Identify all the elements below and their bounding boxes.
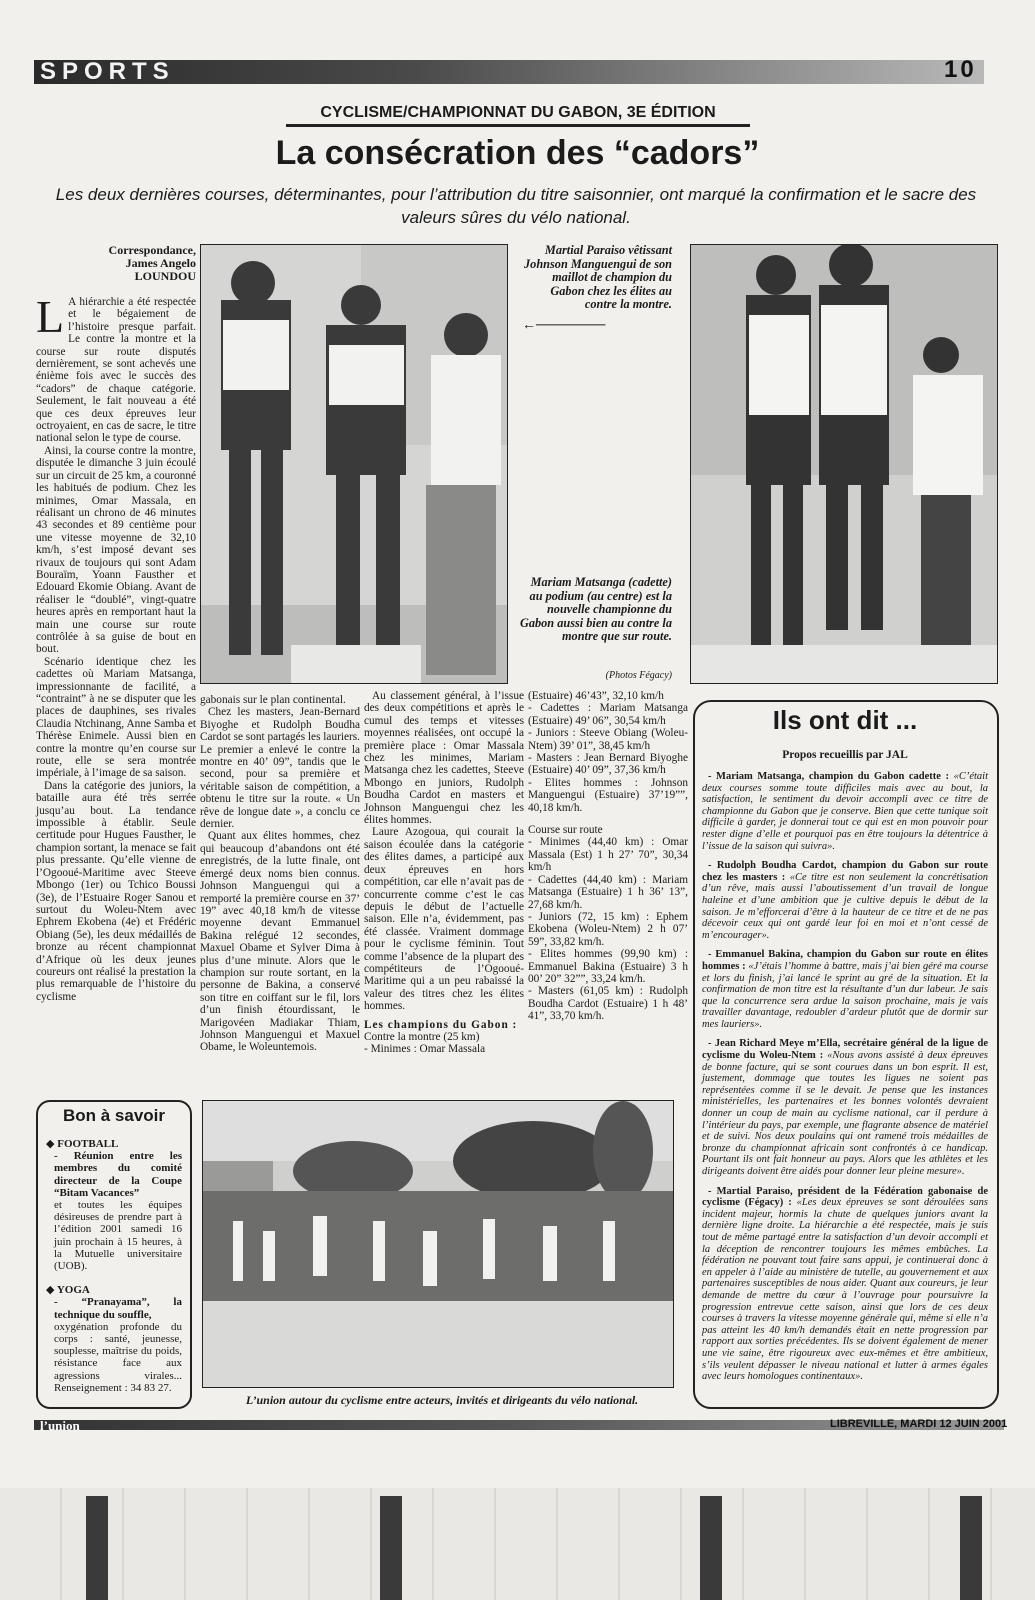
results-line: - Minimes : Omar Massala (364, 1043, 486, 1056)
photo-caption-2: Mariam Matsanga (cadette) au podium (au centre) est la nouvelle championne du Gabon aussi bien au contre la montre que sur route. (519, 575, 672, 644)
photo-caption-3: L’union autour du cyclisme entre acteurs, invités et dirigeants du vélo national. (245, 1393, 639, 1407)
quote-text: «J’étais l’homme à battre, mais j’ai bien géré ma course et lors du finish, j’ai lancé le sprint au gré de la situation. Et la confirmation de mon titre est la résultante d’un dur labeur. Je sais que la concurrence sera ardue la saison prochaine, mais je vais travailler davantage, redoubler d’ardeur plutôt que de dormir sur mes lauriers». (702, 960, 989, 1030)
kicker: CYCLISME/CHAMPIONNAT DU GABON, 3E ÉDITION (320, 104, 716, 121)
quote-item (702, 1038, 988, 1177)
scan-margin (0, 1488, 1035, 1600)
paragraph: Au classement général, à l’issue des deux compétitions et après le cumul des temps et vitesses moyennes réalisées, ont occupé la première place : Omar Massala chez les minimes, Mariam Matsanga chez les cadettes, Steeve Mbongo en juniors, Rudolph Boudha Cardot en masters et Johnson Manguengui chez les élites hommes. (364, 690, 524, 827)
scan-bar (380, 1496, 402, 1600)
results-line: - Juniors : Steeve Obiang (Woleu-Ntem) 39’ 01”, 38,45 km/h (528, 727, 688, 752)
scan-bar (960, 1496, 982, 1600)
quotes-subtitle: Propos recueillis par JAL (782, 749, 908, 761)
kicker-rule (286, 124, 750, 127)
newspaper-name: l’union (40, 1418, 80, 1433)
results-line: - Minimes (44,40 km) : Omar Massala (Est) 1 h 27’ 70”, 30,34 km/h (528, 836, 688, 874)
info-lead: - Réunion entre les membres du comité directeur de la Coupe “Bitam Vacances” (54, 1150, 182, 1199)
paragraph: Dans la catégorie des juniors, la bataille aura été très serrée jusqu’au bout. La tendance impossible à établir. Seule certitude pour Hugues Fausther, le champion sortant, la menace se fait plus pressante. Qu’elle vienne de l’Ogooué-Maritime avec Steeve Mbongo (1er) ou Tchico Boussi (3e), de l’Estuaire Roger Sanou et surtout du Woleu-Ntem avec Ephrem Ekobena (4e) et Frédéric Obiang (5e), les deux médaillés de bronze au récent championnat d’Afrique où les deux jeunes coureurs ont réalisé la prestation la plus remarquable de l’histoire du cyclisme (36, 779, 196, 1003)
info-section (46, 1138, 182, 1150)
quote-text: «Les deux épreuves se sont déroulées sans incident majeur, hormis la chute de quelques juniors avant la dernière ligne droite. La hiérarchie a été respectée, mais je suis tout de même partagé entre la satisfaction d’un devoir accompli et la déception de rencontrer toujours les mêmes embûches. La fédération ne pouvant tout faire sans appui, je continuerai donc à en appeler à l’aide au ministère de tutelle, au gouvernement et aux partenaires susceptibles de nous aider. Quant aux coureurs, je leur demande de mettre du cœur à l’ouvrage pour poursuivre la progression entrevue cette saison, ainsi que lors de ces deux courses à travers la vitesse moyenne générale qui, même si elle n’a pas atteint les 40 km/h demandés était en nette progression par rapport aux sorties précédentes. Ils se doivent également de mener une vie saine, être rigoureux avec eux-mêmes et être ambitieux, s’ils veulent dépasser le niveau national et lutter à armes égales avec leurs homologues continentaux». (702, 1197, 989, 1383)
paragraph: Laure Azogoua, qui courait la saison écoulée dans la catégorie des élites dames, a participé aux deux épreuves en hors compétition, car elle n’avait pas de concurrente comme c’est le cas depuis le début de l’actuelle saison. Elle n’a, évidemment, pas été classée. Vraiment dommage pour le cyclisme féminin. Tout comme l’absence de la plupart des compétiteurs de l’Ogooué-Maritime qui a un peu rabaissé la valeur des titres chez les élites hommes. (364, 826, 524, 1013)
dateline: LIBREVILLE, MARDI 12 JUIN 2001 (830, 1418, 1008, 1430)
section-label: SPORTS (40, 58, 175, 85)
quote-item (702, 1186, 988, 1383)
quote-item (702, 949, 988, 1030)
byline-line: Correspondance, (108, 243, 196, 257)
quote-speaker: - Mariam Matsanga, champion du Gabon cadette : (708, 771, 950, 782)
results-line: Course sur route (528, 824, 603, 837)
paragraph: Scénario identique chez les cadettes où Mariam Matsanga, impressionnante de facilité, a “contraint” à ne se disputer que les places de dauphines, ses rivales Claudia Ntchinang, Anne Samba et Thérèse Enimele. Aussi bien en contre la montre qu’en course sur route, elle se sera montrée impériale, à l’image de sa saison. (36, 655, 196, 780)
quote-text: «C’était deux courses somme toute difficiles mais avec au bout, la satisfaction, le sentiment du devoir accompli avec ce titre de championne du Gabon que je conserve. Bien que cette tunique soit difficile à garder, je donnerai tout ce qui est en mon pouvoir pour rester digne d’elle et pourquoi pas en être toujours la détentrice à l’issue de la saison qui suivra». (702, 771, 988, 852)
quote-speaker: - Rudolph Boudha Cardot, champion du Gabon sur route chez les masters : (702, 860, 988, 883)
quote-item (702, 771, 988, 852)
paragraph: A hiérarchie a été respectée et le bégaiement de l’histoire presque parfait. Le contre la montre et la course sur route disputés dernièrement, se sont achevés une énième fois avec le succès des “cadors” de chaque catégorie. Seulement, le fait nouveau a été que ces deux épreuves leur octroyaient, en cas de sacre, le titre national selon le type de course. (36, 296, 196, 445)
results-line: Contre la montre (25 km) (364, 1030, 480, 1043)
results-line: - Juniors (72, 15 km) : Ephem Ekobena (Woleu-Ntem) 2 h 07’ 59”, 33,82 km/h. (528, 910, 688, 948)
results-line: - Elites hommes (99,90 km) : Emmanuel Bakina (Estuaire) 3 h 00’ 20” 32””, 33,24 km/h. (528, 948, 688, 985)
results-line: - Cadettes : Mariam Matsanga (Estuaire) 49’ 06”, 30,54 km/h (528, 702, 688, 727)
photo-group (202, 1100, 674, 1388)
paragraph: gabonais sur le plan continental. (200, 694, 346, 706)
drop-cap: L (36, 291, 65, 342)
photo-credit: (Photos Fégacy) (605, 670, 672, 681)
page-number: 10 (944, 56, 977, 83)
quotes-title: Ils ont dit ... (772, 705, 918, 735)
info-box-title: Bon à savoir (62, 1106, 166, 1125)
photo-caption-1: Martial Paraiso vêtissant Johnson Manguengui de son maillot de champion du Gabon chez les élites au contre la montre. (524, 243, 672, 312)
info-section (46, 1284, 182, 1296)
quote-speaker: - Emmanuel Bakina, champion du Gabon sur route en élites hommes : (702, 949, 988, 972)
quote-speaker: - Martial Paraiso, président de la Fédération gabonaise de cyclisme (Fégacy) : (702, 1185, 988, 1209)
diamond-bullet-icon: ◆ (46, 1284, 57, 1297)
article-column-1 (36, 291, 196, 1003)
standfirst: Les deux dernières courses, déterminantes, pour l’attribution du titre saisonnier, ont marqué la confirmation et le sacre des valeurs sûres du vélo national. (55, 185, 977, 227)
quote-text: «Nous avons assisté à deux épreuves de bonne facture, qui se sont courues dans un bon esprit. Il est, justement, dommage que toutes les ligues ne soient pas représentées comme il se le devait. Je pense que les instances ministérielles, les partenaires et les bonnes volontés devraient donner un coup de main au cyclisme national, car il perdure à l’intérieur du pays, par exemple, une flagrante absence de matériel et de suivi. Nos deux poulains qui ont ramené trois médailles de bronze du championnat africain sont confrontés à ce handicap. Pourtant ils ont fait honneur au pays. Alors que les athlètes et les dirigeants doivent être aidés pour donner leur pleine mesure». (702, 1050, 988, 1177)
results-line: - Masters : Jean Bernard Biyoghe (Estuaire) 40’ 09”, 37,36 km/h (528, 752, 688, 777)
info-section-head: FOOTBALL (57, 1138, 119, 1150)
photo-jersey-ceremony (200, 244, 508, 684)
article-column-3 (364, 690, 524, 1056)
scan-bar (700, 1496, 722, 1600)
quote-speaker: - Jean Richard Meye m’Ella, secrétaire général de la ligue de cyclisme du Woleu-Ntem : (702, 1038, 988, 1062)
paragraph: Quant aux élites hommes, chez qui beaucoup d’abandons ont été enregistrés, de la lutte finale, ont émergé deux noms bien connus. Johnson Manguengui qui a remporté la première course en 37’ 19” avec 40,18 km/h de vitesse moyenne devant Emmanuel Bakina relégué 12 secondes, Maxuel Obame et Sylver Dima à plus d’une minute. Alors que le champion sur route sortant, en la personne de Bakina, a conservé son titre en coiffant sur le fil, lors d’un finish étourdissant, le Marigovéen Madiakar Thiam, Johnson Manguengui et Maxuel Obame, le Woleuntemois. (200, 830, 360, 1054)
quote-item (702, 860, 988, 941)
photo-podium-cadette (690, 244, 998, 684)
paragraph: Ainsi, la course contre la montre, disputée le dimanche 3 juin écoulé sur un circuit de 25 km, a couronné les habitués de podium. Chez les minimes, Omar Massala, en réalisant un chrono de 46 minutes 43 secondes et 89 centième pour une vitesse moyenne de 32,10 km/h, s’est imposé devant ses rivaux de toujours qui sont Adam Bouraïm, Yoann Fausther et Edouard Ekomie Obiang. Avant de réaliser le “doublé”, vingt-quatre heures après en remportant haut la main une course sur route contrôlée à sa guise de bout en bout. (36, 444, 196, 656)
results-line: - Cadettes (44,40 km) : Mariam Matsanga (Estuaire) 1 h 36’ 13”, 27,68 km/h. (528, 873, 688, 911)
results-line: (Estuaire) 46’43”, 32,10 km/h (528, 690, 664, 702)
article-column-2 (200, 694, 360, 1054)
byline-line: James Angelo (125, 256, 196, 270)
info-box-body (46, 1134, 182, 1394)
byline-line: LOUNDOU (134, 269, 196, 283)
info-text: et toutes les équipes désireuses de prendre part à l’édition 2001 samedi 16 juin prochain à 15 heures, à la Mutuelle universitaire (UOB). (54, 1199, 182, 1273)
results-line: - Elites hommes : Johnson Manguengui (Estuaire) 37’19””, 40,18 km/h. (528, 776, 688, 814)
headline: La consécration des “cadors” (275, 134, 760, 172)
info-lead: - “Pranayama”, la technique du souffle, (54, 1296, 182, 1321)
byline (36, 244, 196, 283)
scan-bar (86, 1496, 108, 1600)
quote-text: «Ce titre est non seulement la concrétisation d’un rêve, mais aussi l’aboutissement d’un travail de longue haleine et d’une ambition que je cultive depuis le début de la saison. Je m’efforcerai d’être à la hauteur de ce titre et de ne pas décevoir ceux qui ont gardé leur foi en moi et n’ont cessé de m’encourager». (702, 871, 988, 941)
article-column-4 (528, 690, 688, 1023)
section-band (34, 60, 984, 84)
caption-arrow-left-icon: ←─────── (522, 318, 606, 333)
paragraph: Chez les masters, Jean-Bernard Biyoghe et Rudolph Boudha Cardot se sont partagés les lauriers. Le premier a enlevé le contre la montre en 40’ 09”, tandis que le second, pour sa première et véritable saison de compétition, a obtenu le titre sur la route. « Un rêve de longue date », a conclu ce dernier. (200, 706, 360, 831)
info-text: oxygénation profonde du corps : santé, jeunesse, souplesse, maîtrise du poids, résistance face aux agressions virales... Renseignement : 34 83 27. (54, 1320, 182, 1394)
results-line: - Masters (61,05 km) : Rudolph Boudha Cardot (Estuaire) 1 h 48’ 41”, 33,70 km/h. (528, 985, 688, 1023)
diamond-bullet-icon: ◆ (46, 1138, 58, 1150)
results-title: Les champions du Gabon : (364, 1018, 518, 1031)
quotes-body (702, 771, 988, 1391)
info-section-head: YOGA (56, 1284, 90, 1297)
